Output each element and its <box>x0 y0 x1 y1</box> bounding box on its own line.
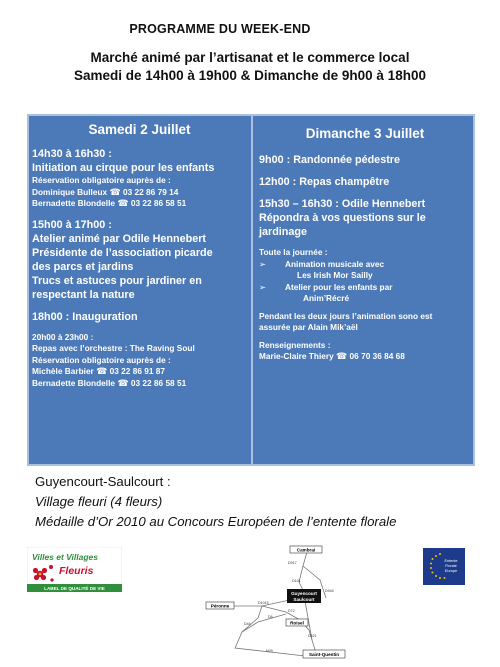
saturday-column <box>32 116 247 389</box>
village-medal: Médaille d’Or 2010 au Concours Européen de l’entente florale <box>35 514 397 529</box>
map-peronne: Péronne <box>210 603 230 609</box>
logo-entente-l2: Florale <box>445 564 457 568</box>
arrow-bullet-icon: ➢ <box>259 281 266 292</box>
sat-dinner-time: 20h00 à 23h00 : <box>32 331 94 342</box>
road-d917: D917 <box>288 561 297 565</box>
sat-dinner-text: Repas avec l’orchestre : The Raving Soul <box>32 343 195 353</box>
phone-icon: ☎ <box>336 351 348 361</box>
road-d101: D101 <box>292 579 301 583</box>
map-village-l1: Guyencourt <box>291 591 317 596</box>
road-d421: D421 <box>308 634 317 638</box>
road-n29: N29 <box>266 649 273 653</box>
road-d72: D72 <box>288 609 295 613</box>
sat-circus-text: Initiation au cirque pour les enfants <box>32 162 215 174</box>
logo-entente-l3: Europe <box>444 569 458 573</box>
sunday-heading: Dimanche 3 Juillet <box>305 126 425 141</box>
program-panel <box>27 114 475 466</box>
sun-bullet-1-l2: Les Irish Mor Sailly <box>297 270 373 280</box>
sun-note-l2: assurée par Alain Mik’aël <box>259 322 358 332</box>
phone-icon: ☎ <box>117 377 129 388</box>
sun-hike: 9h00 : Randonnée pédestre <box>259 154 400 166</box>
road-d6: D6 <box>268 615 273 619</box>
logo-fleuris-text: Fleuris <box>59 565 94 577</box>
sat-circus-time: 14h30 à 16h30 : <box>32 148 112 160</box>
arrow-bullet-icon: ➢ <box>259 258 266 269</box>
sat-dinner-contact-2: Bernadette Blondelle ☎ 03 22 86 58 51 <box>32 377 187 388</box>
entente-florale-europe-logo <box>423 548 465 585</box>
sun-allday: Toute la journée : <box>259 247 328 257</box>
village-name: Guyencourt-Saulcourt : <box>35 474 171 489</box>
road-d44: D44 <box>244 622 251 626</box>
page-title: PROGRAMME DU WEEK-END <box>129 22 311 36</box>
road-d944: D944 <box>325 589 334 593</box>
sat-workshop-l2: Présidente de l’association picarde <box>32 246 213 259</box>
sat-workshop-l5: respectant la nature <box>32 288 135 301</box>
sun-meal: 12h00 : Repas champêtre <box>259 176 390 188</box>
sat-dinner-contact-1: Michèle Barbier ☎ 03 22 86 91 87 <box>32 366 166 376</box>
sun-bullet-1: ➢ Animation musicale avec <box>259 258 385 269</box>
logo-label-text: LABEL DE QUALITÉ DE VIE <box>44 586 105 591</box>
sat-contact-2: Bernadette Blondelle ☎ 03 22 86 58 51 <box>32 198 187 208</box>
phone-icon: ☎ <box>117 198 129 208</box>
logo-entente-l1: Entente <box>444 559 458 563</box>
sun-talk-l3: jardinage <box>259 226 308 238</box>
sun-talk-l1: 15h30 – 16h30 : Odile Hennebert <box>259 198 426 210</box>
phone-icon: ☎ <box>109 186 121 197</box>
phone-icon: ☎ <box>96 366 108 376</box>
sat-workshop-l4: Trucs et astuces pour jardiner en <box>32 274 202 287</box>
sunday-column <box>259 116 471 363</box>
map-roisel: Roisel <box>290 620 304 626</box>
saturday-heading: Samedi 2 Juillet <box>88 122 191 137</box>
sun-talk-l2: Répondra à vos questions sur le <box>259 212 426 224</box>
map-saint-quentin: Saint-Quentin <box>308 652 340 657</box>
sun-note-l1: Pendant les deux jours l’animation sono est <box>259 310 433 321</box>
sun-bullet-2: ➢ Atelier pour les enfants par <box>259 281 393 292</box>
sun-bullet-2-l2: Anim’Récré <box>303 293 350 303</box>
hours-line: Samedi de 14h00 à 19h00 & Dimanche de 9h00 à 18h00 <box>74 68 426 83</box>
logo-villes-text: Villes et Villages <box>32 552 98 562</box>
access-map <box>200 540 348 662</box>
sat-workshop-l1: Atelier animé par Odile Hennebert <box>32 232 206 245</box>
column-divider <box>251 116 253 464</box>
sat-dinner-resa: Réservation obligatoire auprès de : <box>32 354 171 365</box>
sun-info-contact: Marie-Claire Thiery ☎ 06 70 36 84 68 <box>259 351 405 361</box>
village-label: Village fleuri (4 fleurs) <box>35 494 163 509</box>
market-line: Marché animé par l’artisanat et le commerce local <box>90 50 410 65</box>
sat-workshop-l3: des parcs et jardins <box>32 260 134 273</box>
map-cambrai: Cambrai <box>296 547 316 553</box>
road-d1015: D1015 <box>258 601 269 605</box>
sun-info: Renseignements : <box>259 339 331 350</box>
map-village-l2: Saulcourt <box>293 597 315 602</box>
sat-circus-resa: Réservation obligatoire auprès de : <box>32 175 171 185</box>
sat-inauguration: 18h00 : Inauguration <box>32 310 138 323</box>
sat-contact-1: Dominique Bulleux ☎ 03 22 86 79 14 <box>32 186 179 197</box>
sat-workshop-time: 15h00 à 17h00 : <box>32 218 112 231</box>
villes-villages-fleuris-logo <box>27 547 122 592</box>
